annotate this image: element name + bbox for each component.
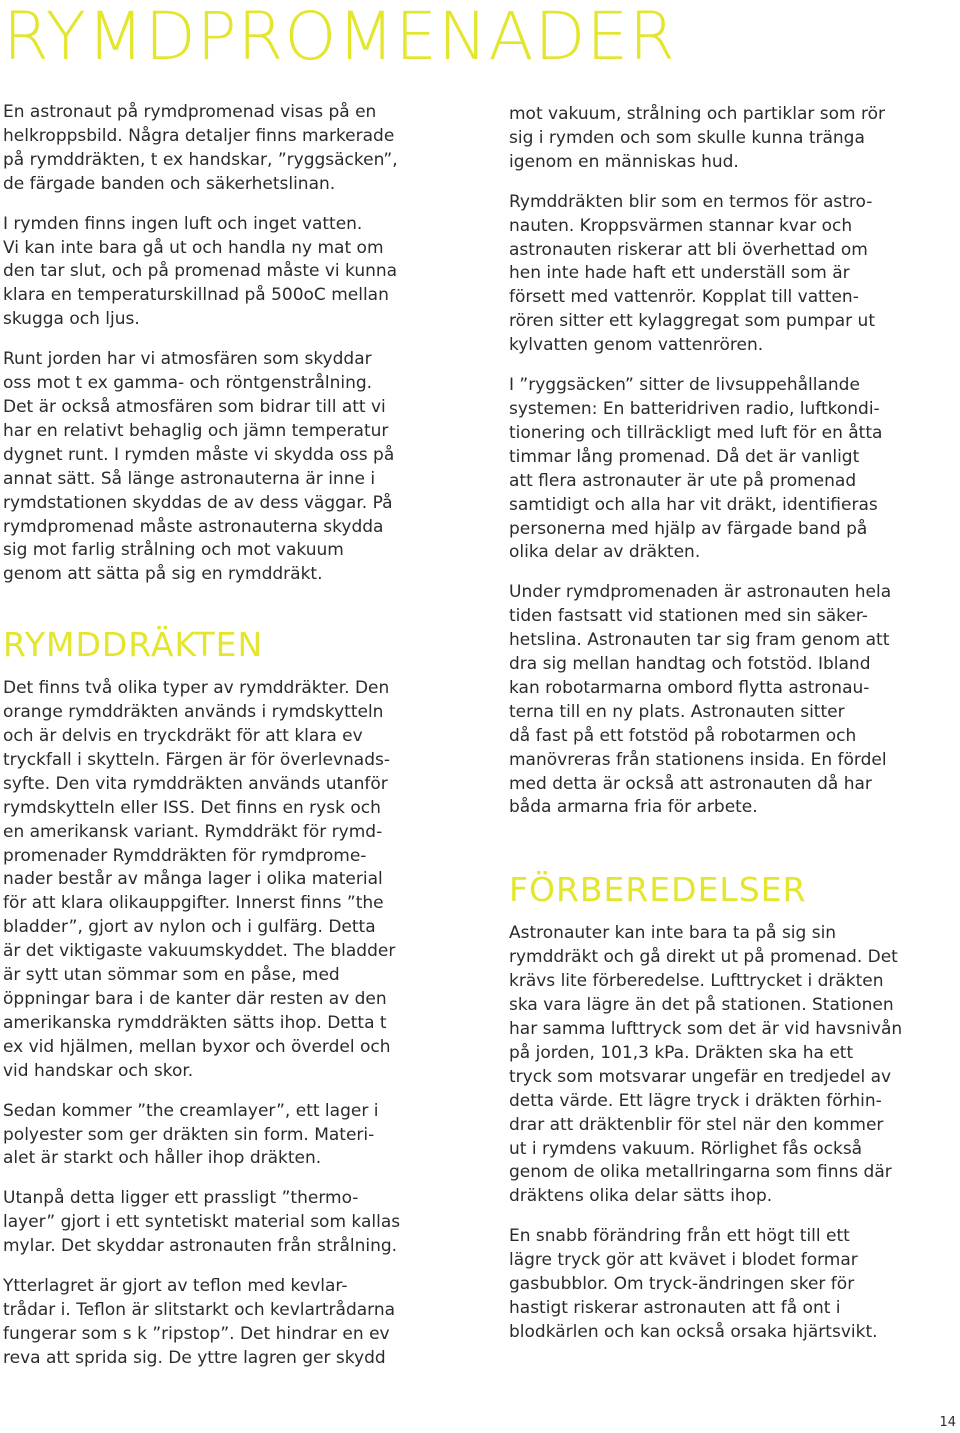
paragraph: Det finns två olika typer av rymddräkter. Den orange rymddräkten används i rymdskytteln och är delvis en tryckdräkt för att klara ev tryckfall i skytteln. Färgen är för överlevnads- syfte. Den vita rymddräkten används utanför rymdskytteln eller ISS. Det finns en rysk och en amerikansk variant. Rymddräkt för rymd- promenader Rymddräkten för rymdprome- nader består av många lager i olika material för att klara olikauppgifter. Innerst finns ”the bladder”, gjort av nylon och i gulfärg. Detta är det viktigaste vakuumskyddet. The bladder är sytt utan sömmar som en påse, med öppningar bara i de kanter där resten av den amerikanska rymddräkten sätts ihop. Detta t ex vid hjälmen, mellan byxor och överdel och vid handskar och skor. bbox=[3, 678, 396, 1081]
left-column bbox=[3, 101, 461, 1387]
paragraph: Runt jorden har vi atmosfären som skyddar oss mot t ex gamma- och röntgenstrålning. Det är också atmosfären som bidrar till att vi har en relativt behaglig och jämn temperatur dygnet runt. I rymden måste vi skydda oss på annat sätt. Så länge astronauterna är inne i rymdstationen skyddas de av dess väggar. På rymdpromenad måste astronauterna skydda sig mot farlig strålning och mot vakuum genom att sätta på sig en rymddräkt. bbox=[3, 349, 395, 585]
paragraph: En snabb förändring från ett högt till ett lägre tryck gör att kvävet i blodet formar gasbubblor. Om tryck-ändringen sker för hastigt riskerar astronauten att få ont i blodkärlen och kan också orsaka hjärtsvikt. bbox=[509, 1226, 878, 1342]
page-title: RYMDPROMENADER bbox=[3, 0, 676, 75]
paragraph: Ytterlagret är gjort av teflon med kevlar- trådar i. Teflon är slitstarkt och kevlartrådarna fungerar som s k ”ripstop”. Det hindrar en ev reva att sprida sig. De yttre lagren ger skydd bbox=[3, 1276, 396, 1368]
paragraph: I rymden finns ingen luft och inget vatten. Vi kan inte bara gå ut och handla ny mat om den tar slut, och på promenad måste vi kunna klara en temperaturskillnad på 500oC mellan skugga och ljus. bbox=[3, 213, 398, 330]
paragraph: I ”ryggsäcken” sitter de livsuppehållande systemen: En batteridriven radio, luftkondi- tionering och tillräckligt med luft för en åtta timmar lång promenad. Då det är vanligt att flera astronauter är ute på promenad samtidigt och alla har vit dräkt, identifieras personerna med hjälp av färgade band på olika delar av dräkten. bbox=[509, 375, 883, 563]
paragraph: Under rymdpromenaden är astronauten hela tiden fastsatt vid stationen med sin säker- hetslina. Astronauten tar sig fram genom att dra sig mellan handtag och fotstöd. Ibland kan robotarmarna ombord flytta astronau- terna till en ny plats. Astronauten sitter då fast på ett fotstöd på robotarmen och manövreras från stationens insida. En fördel med detta är också att astronauten då har båda armarna fria för arbete. bbox=[509, 582, 892, 818]
paragraph: Rymddräkten blir som en termos för astro- nauten. Kroppsvärmen stannar kvar och astronauten riskerar att bli överhettad om hen inte hade haft ett underställ som är försett med vattenrör. Kopplat till vatten- rören sitter ett kylaggregat som pumpar ut kylvatten genom vattenrören. bbox=[509, 191, 875, 356]
paragraph: En astronaut på rymdpromenad visas på en helkroppsbild. Några detaljer finns markerade på rymddräkten, t ex handskar, ”ryggsäcken”, de färgade banden och säkerhetslinan. bbox=[3, 102, 398, 194]
page-number: 14 bbox=[939, 1415, 956, 1430]
paragraph: Sedan kommer ”the creamlayer”, ett lager i polyester som ger dräkten sin form. Materi- alet är starkt och håller ihop dräkten. bbox=[3, 1100, 379, 1169]
paragraph: Utanpå detta ligger ett prassligt ”thermo- layer” gjort i ett syntetiskt material som kallas mylar. Det skyddar astronauten från strålning. bbox=[3, 1188, 401, 1257]
right-column bbox=[509, 103, 959, 1361]
paragraph: mot vakuum, strålning och partiklar som rör sig i rymden och som skulle kunna tränga igenom en människas hud. bbox=[509, 104, 885, 172]
section-heading-rymddrakten: RYMDDRÄKTEN bbox=[3, 625, 264, 665]
section-heading-forberedelser: FÖRBEREDELSER bbox=[509, 870, 807, 910]
paragraph: Astronauter kan inte bara ta på sig sin rymddräkt och gå direkt ut på promenad. Det krävs lite förberedelse. Lufttrycket i dräkten ska vara lägre än det på stationen. Stationen har samma lufttryck som det är vid havsnivån på jorden, 101,3 kPa. Dräkten ska ha ett tryck som motsvarar ungefär en tredjedel av detta värde. Ett lägre tryck i dräkten förhin- drar att dräktenblir för stel när den kommer ut i rymdens vakuum. Rörlighet fås också genom de olika metallringarna som finns där dräktens olika delar sätts ihop. bbox=[509, 923, 903, 1207]
